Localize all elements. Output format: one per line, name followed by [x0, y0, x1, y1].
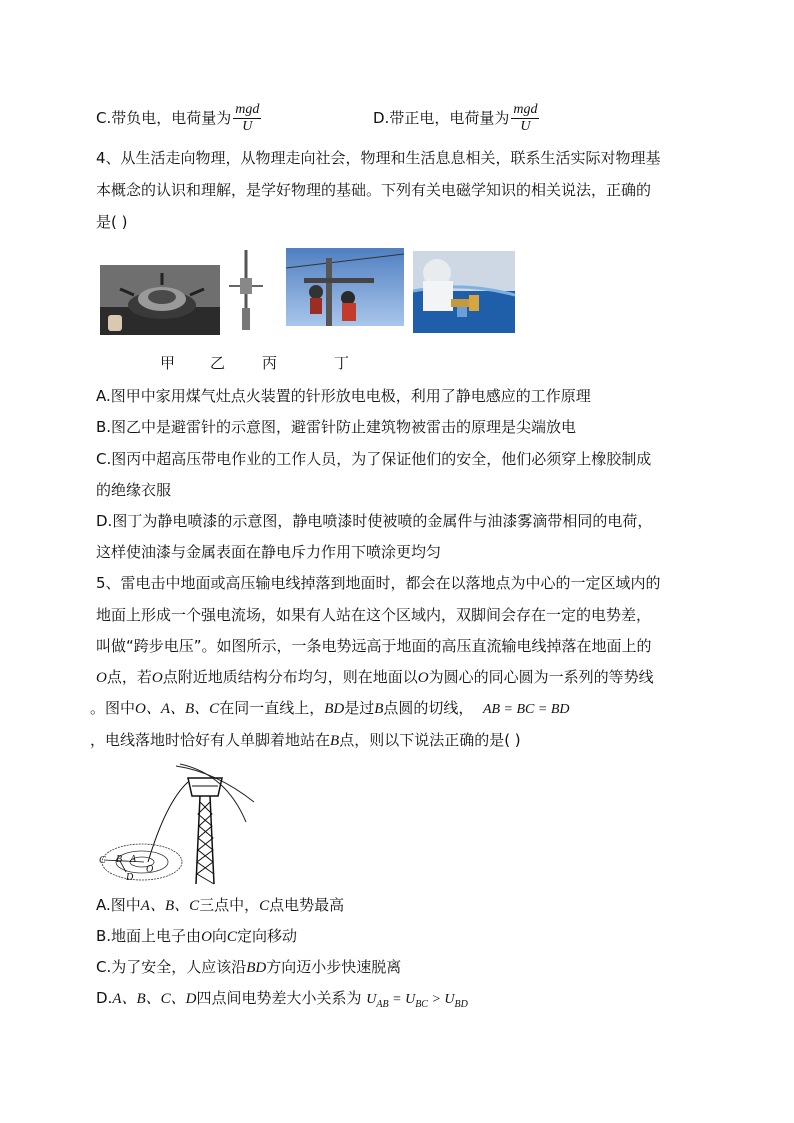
text: ，电线落地时恰好有人单脚着地站在 [90, 731, 331, 749]
photo-gas-stove [100, 265, 220, 335]
label-ding: 丁 [334, 354, 350, 372]
q5-option-b [96, 925, 297, 948]
diagram-fallen-wire [96, 762, 256, 890]
text: 。图中 [90, 699, 136, 717]
var-o: O [417, 670, 429, 686]
diagram-label-b: B [116, 854, 123, 865]
text: 方向迈小步快速脱离 [266, 958, 402, 976]
q5-stem-line3: 叫做“跨步电压”。如图所示，一条电势远高于地面的高压直流输电线掉落在地面上的 [96, 637, 652, 655]
q5-option-c [96, 956, 401, 979]
q5-option-d [96, 987, 468, 1016]
q4-option-b: B.图乙中是避雷针的示意图，避雷针防止建筑物被雷击的原理是尖端放电 [96, 418, 577, 436]
q4-stem-line2: 本概念的认识和理解，是学好物理的基础。下列有关电磁学知识的相关说法，正确的 [96, 181, 652, 199]
var-o: O [201, 929, 212, 945]
fraction-numerator: mgd [513, 102, 538, 117]
q5-stem-line6 [90, 729, 521, 752]
diagram-label-a: A [130, 854, 137, 865]
q4-option-c-cont: 的绝缘衣服 [96, 481, 172, 499]
photo-lightning-rod [225, 248, 267, 333]
fraction-denominator: U [242, 119, 253, 134]
fraction-denominator: U [520, 119, 531, 134]
label-yi: 乙 [210, 354, 226, 372]
q5-stem-line4 [96, 666, 654, 689]
text: 向 [211, 927, 227, 945]
q3-option-d [373, 102, 539, 135]
text: 定向移动 [236, 927, 297, 945]
var-bd: BD [324, 701, 345, 717]
text: 点圆的切线， [383, 699, 474, 717]
var-b: B [374, 701, 384, 717]
q5-stem-line2: 地面上形成一个强电流场，如果有人站在这个区域内，双脚间会存在一定的电势差， [96, 606, 652, 624]
var-points: O、A、B、C [135, 701, 220, 717]
var-o: O [96, 670, 107, 686]
text: D. [96, 989, 113, 1007]
fraction [233, 102, 261, 135]
diagram-label-d: D [126, 872, 134, 883]
var-c: C [259, 898, 270, 914]
q4-option-a: A.图甲中家用煤气灶点火装置的针形放电电极，利用了静电感应的工作原理 [96, 387, 591, 405]
equation-ab-bc-bd: AB = BC = BD [482, 702, 570, 717]
text: 点电势最高 [269, 896, 345, 914]
fraction-numerator: mgd [235, 102, 260, 117]
var-points: A、B、C、D [112, 991, 197, 1007]
q4-option-d: D.图丁为静电喷漆的示意图，静电喷漆时使被喷的金属件与油漆雾滴带相同的电荷， [96, 512, 653, 530]
label-jia: 甲 [160, 354, 176, 372]
fraction [511, 102, 539, 135]
var-o: O [151, 670, 163, 686]
q5-stem-line5 [90, 697, 570, 721]
text: C.为了安全，人应该沿 [96, 958, 247, 976]
q4-option-c: C.图丙中超高压带电作业的工作人员，为了保证他们的安全，他们必须穿上橡胶制成 [96, 450, 652, 468]
text: 点，若 [106, 668, 152, 686]
text: 点附近地质结构分布均匀，则在地面以 [162, 668, 418, 686]
var-c: C [226, 929, 237, 945]
q4-stem-line3: 是( ) [96, 213, 128, 231]
q3-option-c-text: C.带负电，电荷量为 [96, 109, 232, 127]
q4-option-d-cont: 这样使油漆与金属表面在静电斥力作用下喷涂更均匀 [96, 543, 442, 561]
q3-option-d-text: D.带正电，电荷量为 [373, 109, 510, 127]
text: A.图中 [96, 896, 141, 914]
text: 在同一直线上， [219, 699, 325, 717]
photo-spray-painting [413, 251, 515, 333]
var-b: B [330, 733, 340, 749]
text: 三点中， [199, 896, 260, 914]
text: B.地面上电子由 [96, 927, 202, 945]
text: 四点间电势差大小关系为 [196, 989, 362, 1007]
equation-potential-differences: $U_{AB} = U_{BC} > U_{BD}$ [366, 992, 468, 1010]
text: 点，则以下说法正确的是( ) [339, 731, 521, 749]
photo-hv-workers [286, 248, 404, 326]
q5-stem-line1: 5、雷电击中地面或高压输电线掉落到地面时，都会在以落地点为中心的一定区域内的 [96, 574, 661, 592]
label-bing: 丙 [262, 354, 278, 372]
q4-stem-line1: 4、从生活走向物理，从物理走向社会，物理和生活息息相关，联系生活实际对物理基 [96, 149, 661, 167]
diagram-label-c: C [99, 855, 106, 866]
var-bd: BD [246, 960, 267, 976]
text: 为圆心的同心圆为一系列的等势线 [428, 668, 654, 686]
q3-option-c [96, 102, 261, 135]
var-points: A、B、C [140, 898, 200, 914]
diagram-label-o: O [146, 864, 154, 875]
q5-option-a [96, 894, 344, 917]
text: 是过 [344, 699, 375, 717]
